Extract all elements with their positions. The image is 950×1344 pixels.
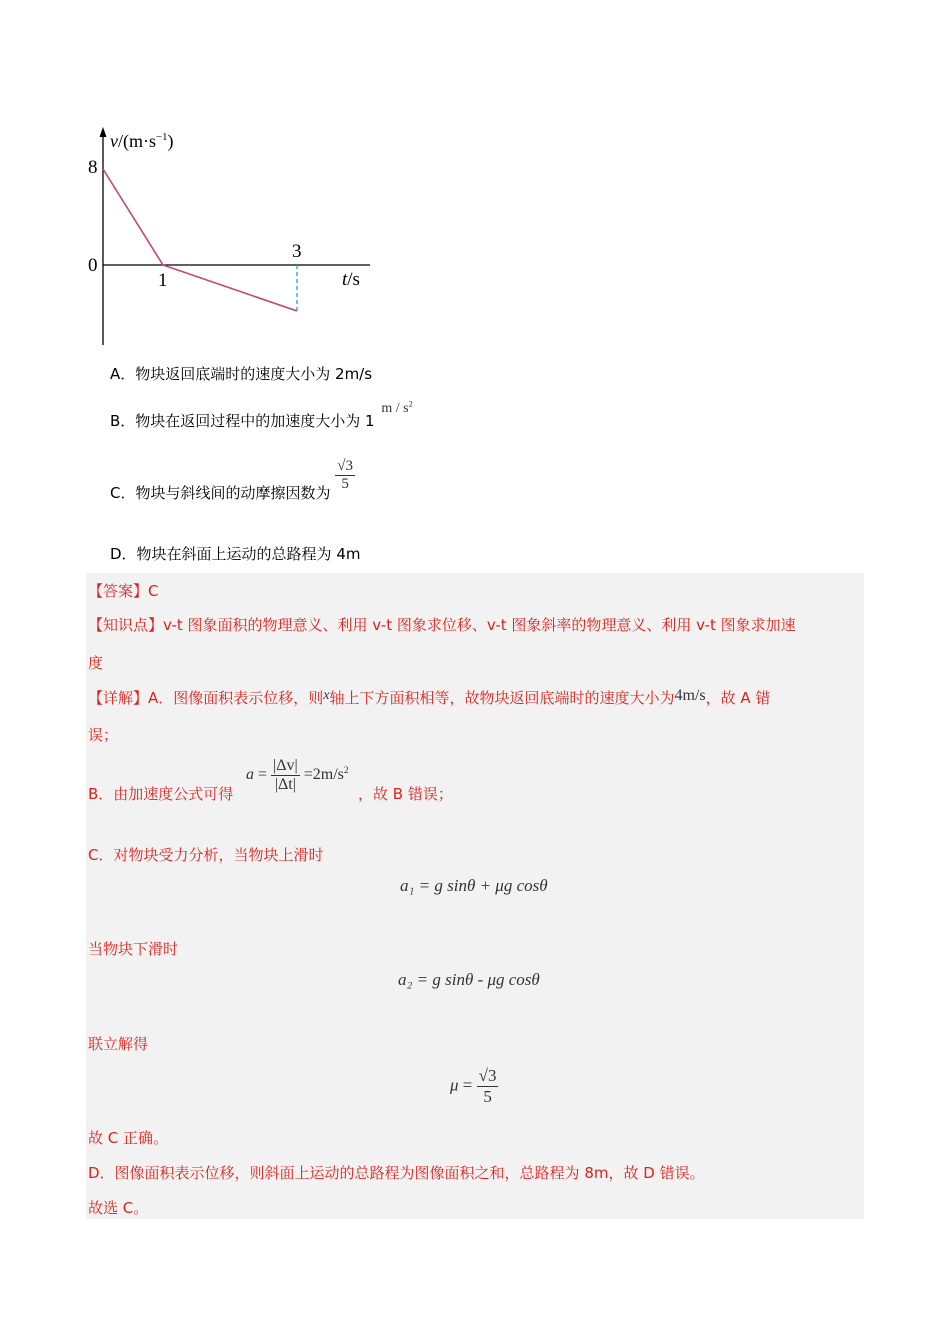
option-b-unit [381,401,412,416]
mu-num: √3 [478,1066,497,1085]
answer-line: 【答案】C [88,582,159,600]
tick-0: 0 [88,255,98,276]
detail-d-line: D．图像面积表示位移，则斜面上运动的总路程为图像面积之和，总路程为 8m，故 D 错误。 [88,1164,705,1182]
mu-fraction [477,1066,499,1107]
knowledge-line-2: 度 [88,654,104,672]
detail-a-x: x [323,688,330,703]
detail-b-post: ，故 B 错误； [358,785,453,803]
b-formula-a: a [246,766,254,784]
y-axis-var: v [110,131,118,151]
down-line: 当物块下滑时 [88,940,179,958]
detail-a-line [88,687,770,708]
option-c-num: √3 [337,458,353,474]
final-line: 故选 C。 [88,1199,149,1217]
solve-line: 联立解得 [88,1035,149,1053]
velocity-line [103,169,297,311]
equation-2: a₂ = g sinθ - μg cosθ [398,970,540,989]
b-formula-result: =2m/s [299,766,344,784]
y-axis-arrow-icon [100,127,107,137]
option-c-den: 5 [341,476,349,492]
detail-a-mid: 轴上下方面积相等，故物块返回底端时的速度大小为 [329,689,675,707]
y-axis-close: ) [167,131,174,151]
knowledge-line-1: 【知识点】v-t 图象面积的物理意义、利用 v-t 图象求位移、v-t 图象斜率的物理意义、利用 v-t 图象求加速 [88,616,796,634]
c-correct-line: 故 C 正确。 [88,1129,169,1147]
b-formula-num: |Δv| [273,757,298,774]
tick-3: 3 [292,241,302,262]
b-formula-eq: = [254,766,272,784]
mu-eq: = [458,1075,473,1095]
y-axis-exp: −1 [156,131,168,143]
option-b-unit-exp: 2 [408,399,413,409]
answer-panel [86,573,864,1219]
option-a: A．物块返回底端时的速度大小为 2m/s [110,365,373,383]
detail-b-line [88,783,233,804]
option-b-text: B．物块在返回过程中的加速度大小为 1 [110,412,375,430]
graph-svg [80,125,380,350]
b-formula-fraction [271,757,300,794]
equation-1: a₁ = g sinθ + μg cosθ [400,876,548,895]
detail-b-formula [246,757,349,794]
tick-1: 1 [158,270,168,291]
detail-a-val: 4m/s [674,687,706,704]
b-formula-exp: 2 [343,764,349,776]
y-axis-unit: /(m·s [118,131,156,151]
detail-a-pre: 【详解】A．图像面积表示位移，则 [88,689,324,707]
mu-den: 5 [483,1087,492,1106]
detail-c-line: C．对物块受力分析，当物块上滑时 [88,846,324,864]
b-formula-den: |Δt| [274,776,296,793]
option-c-text: C．物块与斜线间的动摩擦因数为 [110,484,331,502]
tick-8: 8 [88,157,98,178]
y-axis-label [110,131,174,152]
option-d: D．物块在斜面上运动的总路程为 4m [110,545,361,563]
detail-a-post: ，故 A 错 [705,689,771,707]
x-axis-var: t [342,269,348,290]
detail-a-line-2: 误； [88,726,119,744]
detail-b-pre: B．由加速度公式可得 [88,785,234,803]
option-c [110,458,355,502]
option-b-unit-text: m / s [381,401,409,416]
mu-formula [450,1066,498,1107]
x-axis-unit: /s [347,269,360,290]
vt-graph [80,125,380,350]
mu-symbol: μ [450,1075,459,1095]
option-c-fraction [335,458,355,493]
option-b [110,399,413,431]
x-axis-label [342,269,360,291]
